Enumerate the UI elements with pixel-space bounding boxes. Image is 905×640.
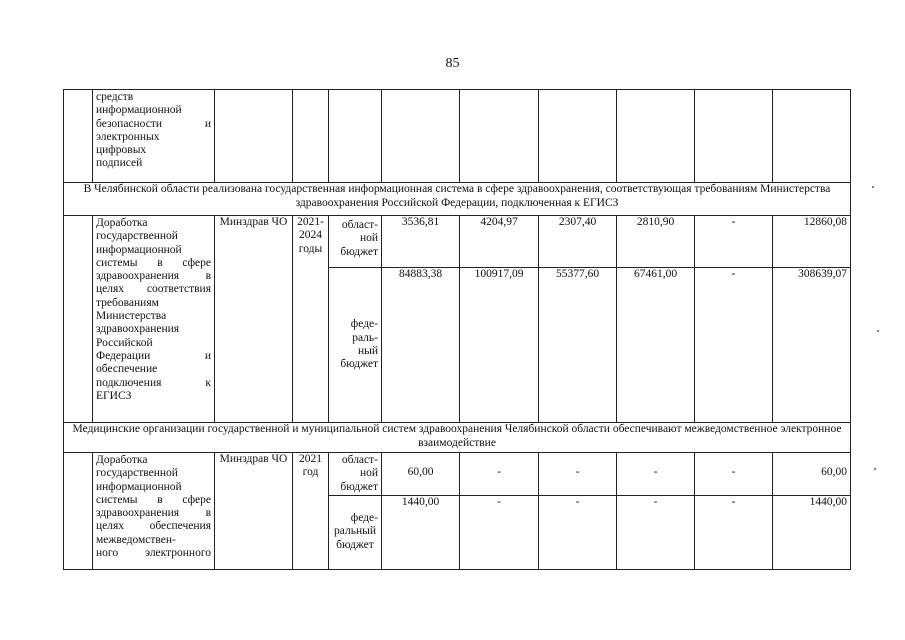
value-cell: - bbox=[539, 453, 617, 496]
years-cell bbox=[293, 90, 329, 183]
value-cell: 12860,08 bbox=[773, 216, 851, 268]
row-number-cell bbox=[64, 453, 93, 570]
measure-name-line: целях соответствия bbox=[96, 283, 211, 296]
value-cell: 2307,40 bbox=[539, 216, 617, 268]
value-cell: 3536,81 bbox=[382, 216, 460, 268]
measure-name-line: электронных bbox=[96, 130, 160, 143]
value-cell: 55377,60 bbox=[539, 268, 617, 423]
value-cell: - bbox=[460, 496, 539, 570]
value-cell bbox=[460, 90, 539, 183]
value-cell: 2810,90 bbox=[617, 216, 695, 268]
measure-name-line: Министерства bbox=[96, 310, 167, 323]
funding-source-line: ный bbox=[357, 345, 378, 357]
section-heading-row bbox=[64, 183, 851, 216]
measure-name-line: Доработка bbox=[96, 217, 148, 229]
years-cell: 2021-2024 годы bbox=[293, 216, 329, 423]
funding-source-line: бюджет bbox=[340, 480, 378, 493]
funding-source-line: феде- bbox=[350, 512, 378, 524]
executor-cell bbox=[215, 90, 293, 183]
value-cell bbox=[773, 90, 851, 183]
funding-source-line: област- bbox=[341, 219, 378, 231]
value-cell: 60,00 bbox=[382, 453, 460, 496]
section-heading-row bbox=[64, 423, 851, 453]
measure-name-line: средств bbox=[96, 91, 134, 103]
measure-name-line: здравоохранения bbox=[96, 323, 180, 336]
section-heading: В Челябинской области реализована государственная информационная система в сфере здравоохранения, соответствующая требованиям Министерства здравоохранения Российской Федерации, подключенная к ЕГИСЗ bbox=[64, 183, 851, 216]
value-cell bbox=[539, 90, 617, 183]
funding-source-line: бюджет bbox=[336, 538, 374, 551]
funding-source-cell bbox=[329, 496, 382, 570]
measure-name-line: Федерации и bbox=[96, 349, 211, 362]
measure-name-line: целях обеспечения bbox=[96, 520, 211, 533]
measure-name-line: требованиям bbox=[96, 296, 159, 309]
funding-source-line: бюджет bbox=[340, 245, 378, 258]
measure-name-line: государственной bbox=[96, 467, 178, 480]
measure-name-line: Доработка bbox=[96, 454, 148, 466]
value-cell: - bbox=[695, 216, 773, 268]
value-cell: 60,00 bbox=[773, 453, 851, 496]
funding-source-cell bbox=[329, 216, 382, 268]
funding-source-line: феде- bbox=[350, 318, 378, 331]
years-cell: 2021 год bbox=[293, 453, 329, 570]
value-cell: - bbox=[695, 496, 773, 570]
table-row bbox=[64, 216, 851, 268]
executor-cell: Минздрав ЧО bbox=[215, 216, 293, 423]
funding-source-line: ральный bbox=[334, 525, 376, 538]
funding-source-line: ной bbox=[359, 467, 378, 480]
funding-source-line: ной bbox=[359, 232, 378, 245]
value-cell: 1440,00 bbox=[382, 496, 460, 570]
value-cell bbox=[382, 90, 460, 183]
measure-name-cell bbox=[93, 216, 215, 423]
value-cell: 84883,38 bbox=[382, 268, 460, 423]
table-row bbox=[64, 453, 851, 496]
budget-table bbox=[63, 89, 851, 570]
measure-name-line: здравоохранения в bbox=[96, 507, 211, 520]
measure-name-cell bbox=[93, 90, 215, 183]
measure-name-line: информационной bbox=[96, 243, 182, 256]
row-number-cell bbox=[64, 216, 93, 423]
scan-speck bbox=[877, 330, 879, 332]
measure-name-line: межведомствен- bbox=[96, 533, 176, 546]
measure-name-line: подключения к bbox=[96, 376, 211, 389]
measure-name-line: системы в сфере bbox=[96, 493, 211, 506]
value-cell: 1440,00 bbox=[773, 496, 851, 570]
value-cell: 67461,00 bbox=[617, 268, 695, 423]
measure-name-line: ЕГИСЗ bbox=[96, 389, 132, 402]
value-cell: - bbox=[617, 496, 695, 570]
measure-name-line: государственной bbox=[96, 230, 178, 243]
measure-name-line: информационной bbox=[96, 104, 182, 117]
value-cell: 308639,07 bbox=[773, 268, 851, 423]
value-cell: - bbox=[695, 453, 773, 496]
value-cell: - bbox=[617, 453, 695, 496]
row-number-cell bbox=[64, 90, 93, 183]
funding-source-line: област- bbox=[341, 454, 378, 466]
value-cell: 4204,97 bbox=[460, 216, 539, 268]
funding-source-line: раль- bbox=[352, 331, 378, 344]
value-cell: - bbox=[539, 496, 617, 570]
scan-speck bbox=[872, 186, 874, 188]
funding-source-cell bbox=[329, 268, 382, 423]
funding-source-line: бюджет bbox=[340, 358, 378, 371]
measure-name-line: системы в сфере bbox=[96, 256, 211, 269]
measure-name-line: Российской bbox=[96, 336, 153, 349]
measure-name-cell bbox=[93, 453, 215, 570]
executor-cell: Минздрав ЧО bbox=[215, 453, 293, 570]
measure-name-line: безопасности и bbox=[96, 117, 211, 130]
value-cell: - bbox=[695, 268, 773, 423]
measure-name-line: обеспечение bbox=[96, 363, 158, 376]
value-cell: - bbox=[460, 453, 539, 496]
section-heading: Медицинские организации государственной и муниципальной систем здравоохранения Челябинской области обеспечивают межведомственное электронное взаимодействие bbox=[64, 423, 851, 453]
funding-source-cell bbox=[329, 453, 382, 496]
measure-name-line: здравоохранения в bbox=[96, 270, 211, 283]
measure-name-line: подписей bbox=[96, 157, 143, 170]
source-cell bbox=[329, 90, 382, 183]
measure-name-line: цифровых bbox=[96, 144, 147, 157]
value-cell bbox=[617, 90, 695, 183]
measure-name-line: информационной bbox=[96, 480, 182, 493]
value-cell bbox=[695, 90, 773, 183]
page-number: 85 bbox=[445, 56, 460, 71]
value-cell: 100917,09 bbox=[460, 268, 539, 423]
measure-name-line: ного электронного bbox=[96, 547, 211, 560]
scan-speck bbox=[874, 468, 876, 470]
table-row bbox=[64, 90, 851, 183]
